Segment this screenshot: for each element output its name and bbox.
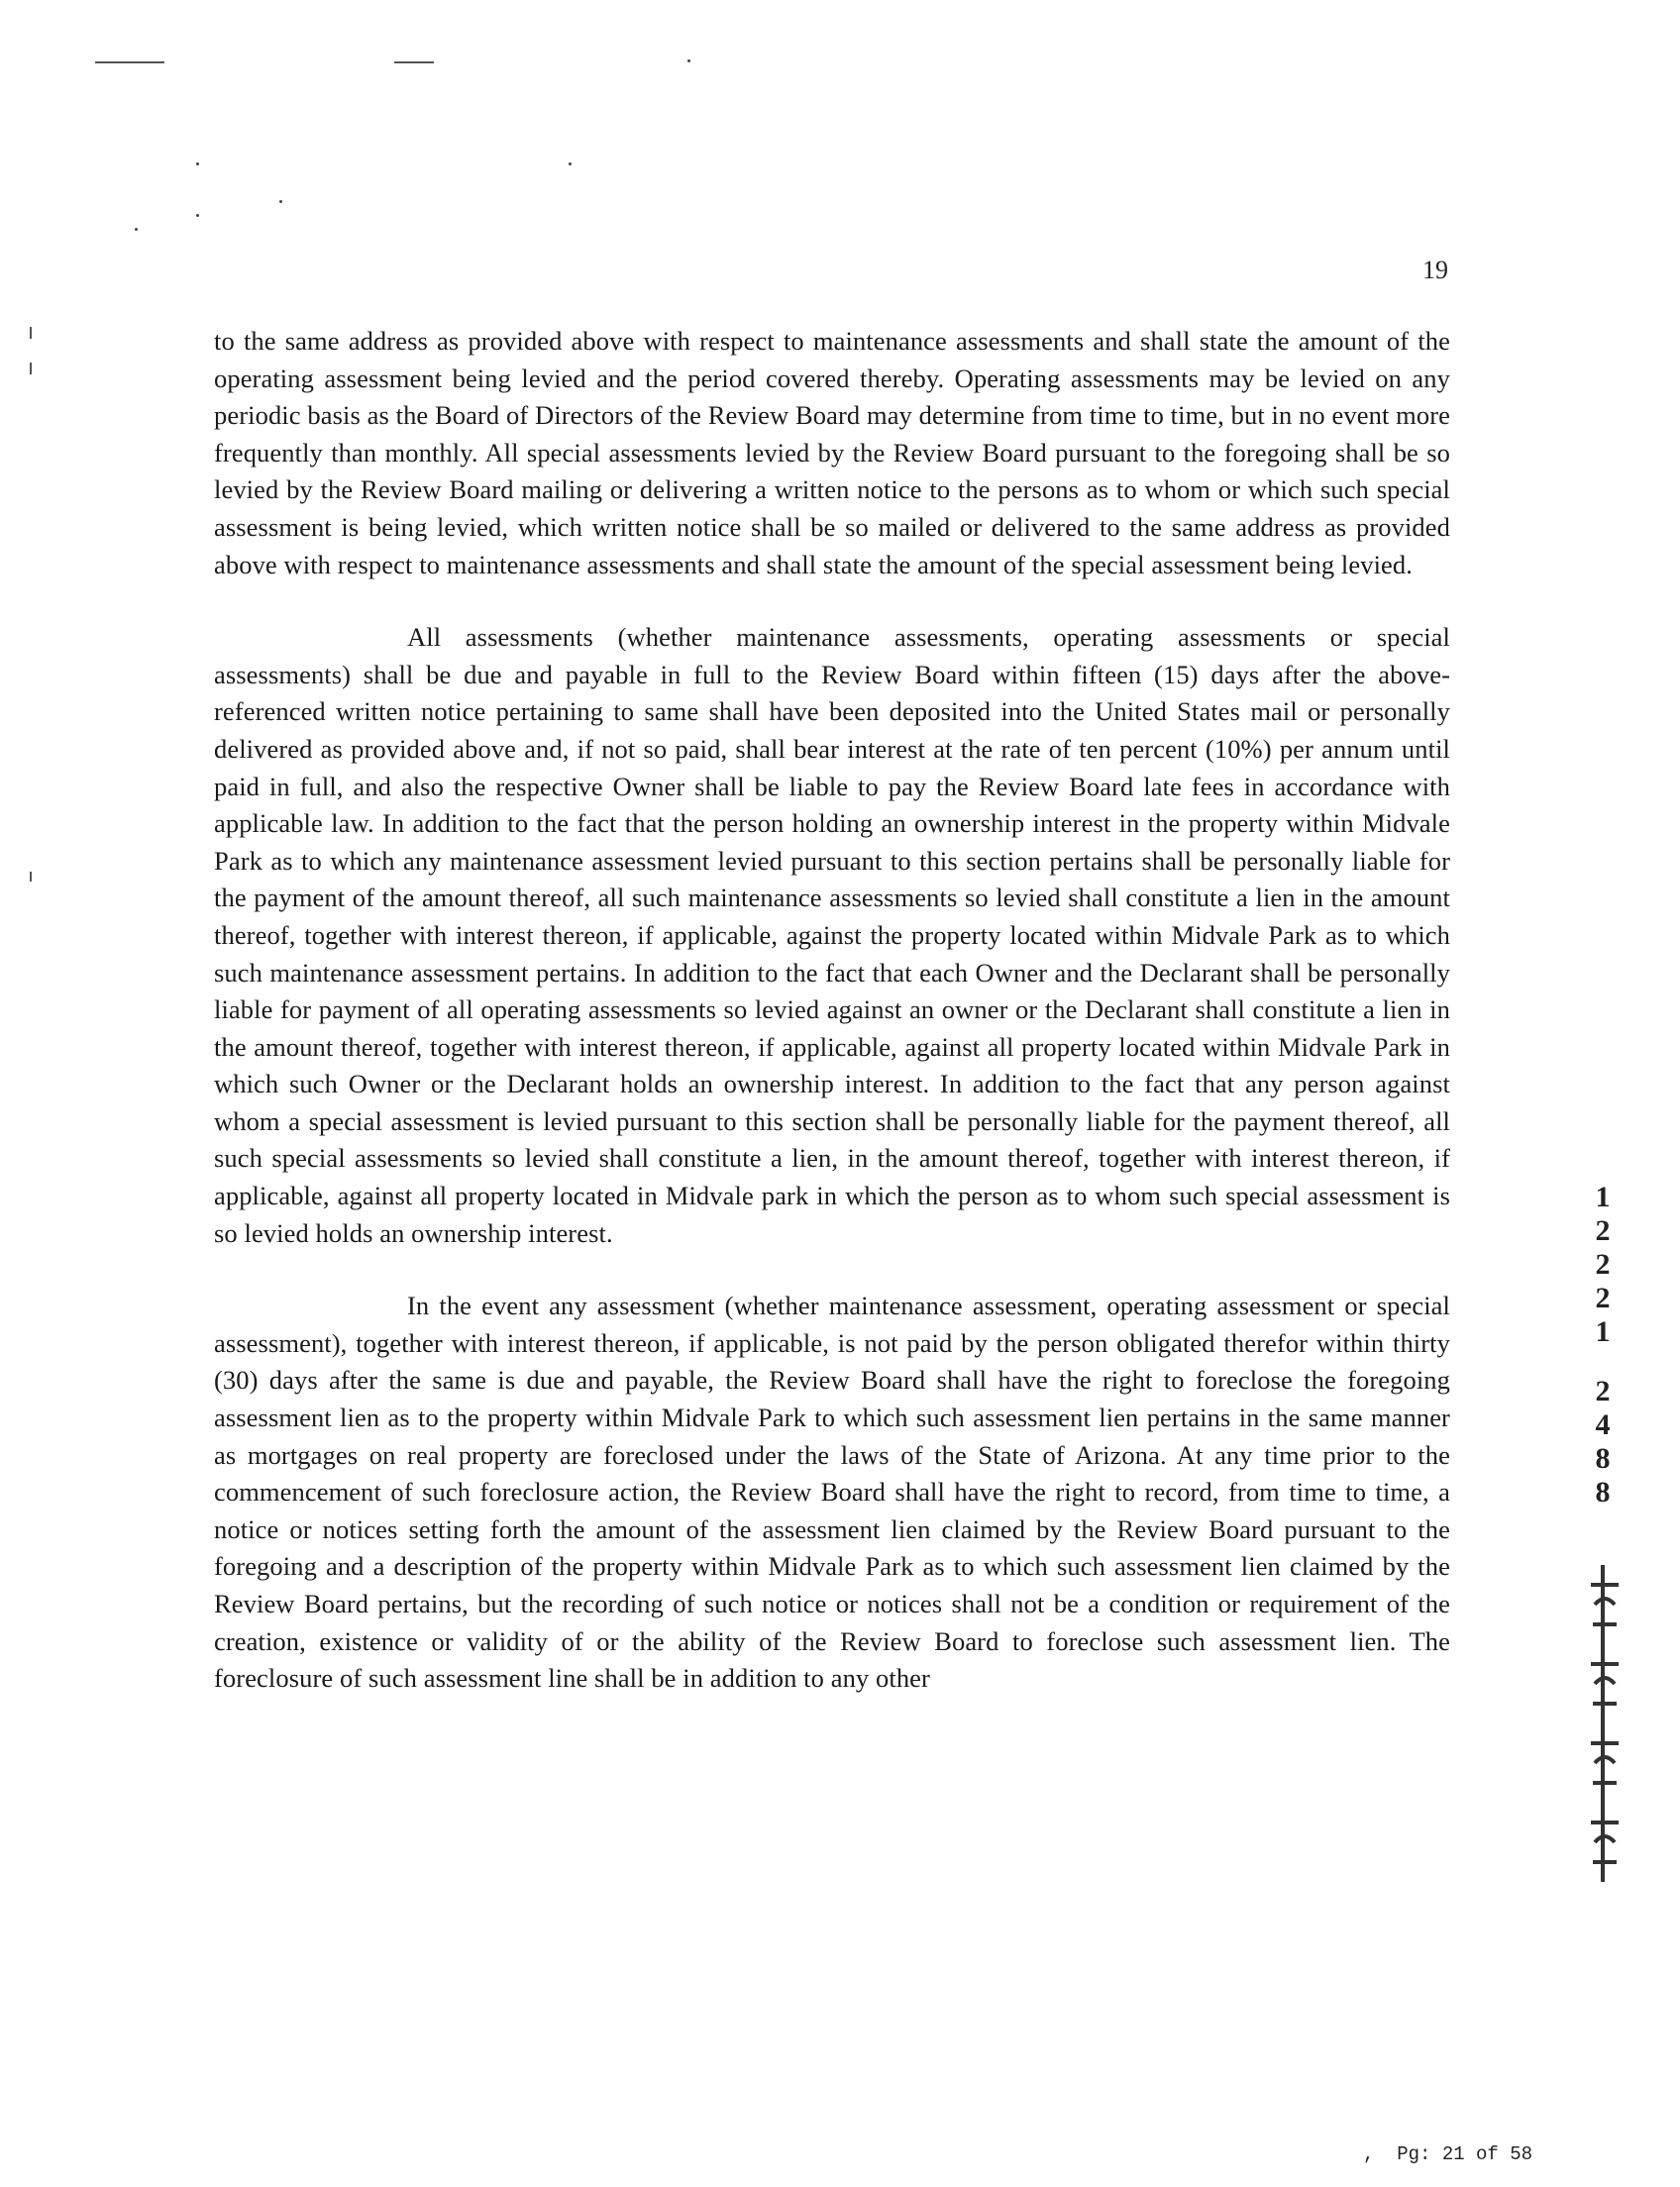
- footer-page-count: Pg: 21 of 58: [1397, 2143, 1533, 2165]
- stamp-digit: 8: [1595, 1442, 1611, 1475]
- stamp-digit: 2: [1595, 1282, 1611, 1314]
- recording-stamp-glyphs: [1585, 1565, 1625, 1892]
- scan-speck: [196, 162, 199, 165]
- scan-margin-tick: [30, 872, 32, 882]
- scan-margin-tick: [30, 363, 32, 374]
- scan-line-1: [95, 61, 164, 63]
- paragraph-continuation: to the same address as provided above with respect to maintenance assessments and shall state the amount of the operating assessment being levied and the period covered thereby. Operating assessments may be levied on any periodic basis as the Board of Directors of the Review Board may determine from time to time, but in no event more frequently than monthly. All special assessments levied by the Review Board pursuant to the foregoing shall be so levied by the Review Board mailing or delivering a written notice to the persons as to whom or which such special assessment is being levied, which written notice shall be so mailed or delivered to the same address as provided above with respect to maintenance assessments and shall state the amount of the special assessment being levied.: [214, 326, 1450, 579]
- stamp-digit: 2: [1595, 1375, 1611, 1407]
- scan-margin-tick: [30, 327, 32, 339]
- page-number: 19: [1422, 256, 1448, 284]
- paragraph-assessments-due: All assessments (whether maintenance assessments, operating assessments or special assessments) shall be due and payable in full to the Review Board within fifteen (15) days after the above-referenced written notice pertaining to same shall have been deposited into the United States mail or personally delivered as provided above and, if not so paid, shall bear interest at the rate of ten percent (10%) per annum until paid in full, and also the respective Owner shall be liable to pay the Review Board late fees in accordance with applicable law. In addition to the fact that the person holding an ownership interest in the property within Midvale Park as to which any maintenance assessment levied pursuant to this section pertains shall be personally liable for the payment of the amount thereof, all such maintenance assessments so levied shall constitute a lien in the amount thereof, together with interest thereon, if applicable, against the property located within Midvale Park as to which such maintenance assessment pertains. In addition to the fact that each Owner and the Declarant shall be personally liable for payment of all operating assessments so levied against an owner or the Declarant shall constitute a lien in the amount thereof, together with interest thereon, if applicable, against all property located within Midvale Park in which such Owner or the Declarant holds an ownership interest. In addition to the fact that any person against whom a special assessment is levied pursuant to this section shall be personally liable for the payment thereof, all such special assessments so levied shall constitute a lien, in the amount thereof, together with interest thereon, if applicable, against all property located in Midvale park in which the person as to whom such special assessment is so levied holds an ownership interest.: [214, 622, 1450, 1248]
- stamp-digit: 8: [1595, 1476, 1611, 1509]
- page-footer: [1363, 2143, 1532, 2165]
- scan-line-2: [394, 61, 434, 63]
- recording-stamp-number: [1581, 1181, 1625, 1510]
- stamp-digit: 2: [1595, 1214, 1611, 1247]
- stamp-digit: 2: [1595, 1248, 1611, 1281]
- document-body: [214, 323, 1450, 1733]
- scan-speck: [135, 228, 138, 231]
- stamp-digit: 1: [1595, 1315, 1611, 1348]
- scan-speck: [196, 214, 199, 217]
- stamp-gap: [1581, 1349, 1625, 1375]
- scan-speck: [569, 162, 572, 165]
- paragraph-foreclosure: In the event any assessment (whether maintenance assessment, operating assessment or special assessment), together with interest thereon, if applicable, is not paid by the person obligated therefor within thirty (30) days after the same is due and payable, the Review Board shall have the right to foreclose the foregoing assessment lien as to the property within Midvale Park to which such assessment lien pertains in the same manner as mortgages on real property are foreclosed under the laws of the State of Arizona. At any time prior to the commencement of such foreclosure action, the Review Board shall have the right to record, from time to time, a notice or notices setting forth the amount of the assessment lien claimed by the Review Board pursuant to the foregoing and a description of the property within Midvale Park as to which such assessment lien claimed by the Review Board pertains, but the recording of such notice or notices shall not be a condition or requirement of the creation, existence or validity of or the ability of the Review Board to foreclose such assessment lien. The foreclosure of such assessment line shall be in addition to any other: [214, 1291, 1450, 1694]
- scan-speck: [687, 59, 690, 62]
- scan-speck: [279, 200, 282, 203]
- stamp-digit: 1: [1595, 1181, 1611, 1213]
- stamp-digit: 4: [1595, 1408, 1611, 1441]
- footer-prefix: ,: [1363, 2143, 1375, 2165]
